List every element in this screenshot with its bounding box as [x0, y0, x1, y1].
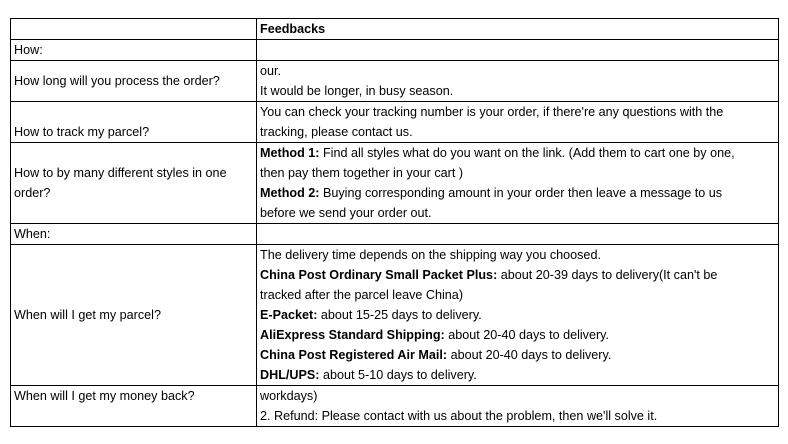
shipping-text: about 20-39 days to delivery(It can't be [497, 268, 718, 282]
header-row [11, 19, 779, 40]
shipping-text: tracked after the parcel leave China) [260, 288, 464, 302]
table-row-process [11, 61, 779, 102]
answer-line: It would be longer, in busy season. [260, 84, 454, 98]
answer-process [257, 61, 779, 102]
section-label-when: When: [11, 224, 257, 245]
question-line: How to by many different styles in one [14, 166, 227, 180]
question-money: When will I get my money back? [11, 386, 257, 427]
header-question-cell [11, 19, 257, 40]
answer-line: tracking, please contact us. [260, 125, 413, 139]
question-track: How to track my parcel? [11, 102, 257, 143]
shipping-label: China Post Registered Air Mail: [260, 348, 448, 362]
shipping-text: about 15-25 days to delivery. [317, 308, 482, 322]
answer-line: You can check your tracking number is your order, if there're any questions with the [260, 105, 724, 119]
shipping-line [260, 305, 775, 325]
header-feedback-cell: Feedbacks [257, 19, 779, 40]
answer-line: our. [260, 64, 282, 78]
shipping-text: about 20-40 days to delivery. [444, 328, 610, 342]
method1-line [260, 143, 775, 163]
section-label-how: How: [11, 40, 257, 61]
shipping-text: about 5-10 days to delivery. [319, 368, 477, 382]
shipping-label: E-Packet: [260, 308, 318, 322]
shipping-text: about 20-40 days to delivery. [447, 348, 612, 362]
faq-table [10, 18, 779, 427]
question-line: order? [14, 186, 51, 200]
question-process: How long will you process the order? [11, 61, 257, 102]
section-row-how [11, 40, 779, 61]
shipping-line [260, 265, 775, 285]
method2-label: Method 2: [260, 186, 320, 200]
answer-line: before we send your order out. [260, 206, 432, 220]
shipping-label: AliExpress Standard Shipping: [260, 328, 445, 342]
table-row-track [11, 102, 779, 143]
shipping-label: DHL/UPS: [260, 368, 320, 382]
answer-parcel [257, 245, 779, 386]
method1-text: Find all styles what do you want on the link. (Add them to cart one by one, [319, 146, 735, 160]
method2-text: Buying corresponding amount in your order then leave a message to us [319, 186, 723, 200]
section-empty-cell [257, 40, 779, 61]
table-row-styles [11, 143, 779, 224]
table-row-parcel [11, 245, 779, 386]
answer-line: The delivery time depends on the shipping way you choosed. [260, 248, 601, 262]
answer-track [257, 102, 779, 143]
answer-line: workdays) [260, 389, 318, 403]
method2-line [260, 183, 775, 203]
table-row-money [11, 386, 779, 427]
question-styles [11, 143, 257, 224]
answer-line: then pay them together in your cart ) [260, 166, 464, 180]
shipping-line [260, 285, 775, 305]
section-row-when [11, 224, 779, 245]
method1-label: Method 1: [260, 146, 320, 160]
answer-line: 2. Refund: Please contact with us about the problem, then we'll solve it. [260, 409, 658, 423]
answer-styles [257, 143, 779, 224]
answer-money [257, 386, 779, 427]
shipping-line [260, 345, 775, 365]
section-empty-cell [257, 224, 779, 245]
shipping-label: China Post Ordinary Small Packet Plus: [260, 268, 498, 282]
shipping-line [260, 365, 775, 385]
question-parcel: When will I get my parcel? [11, 245, 257, 386]
shipping-line [260, 325, 775, 345]
